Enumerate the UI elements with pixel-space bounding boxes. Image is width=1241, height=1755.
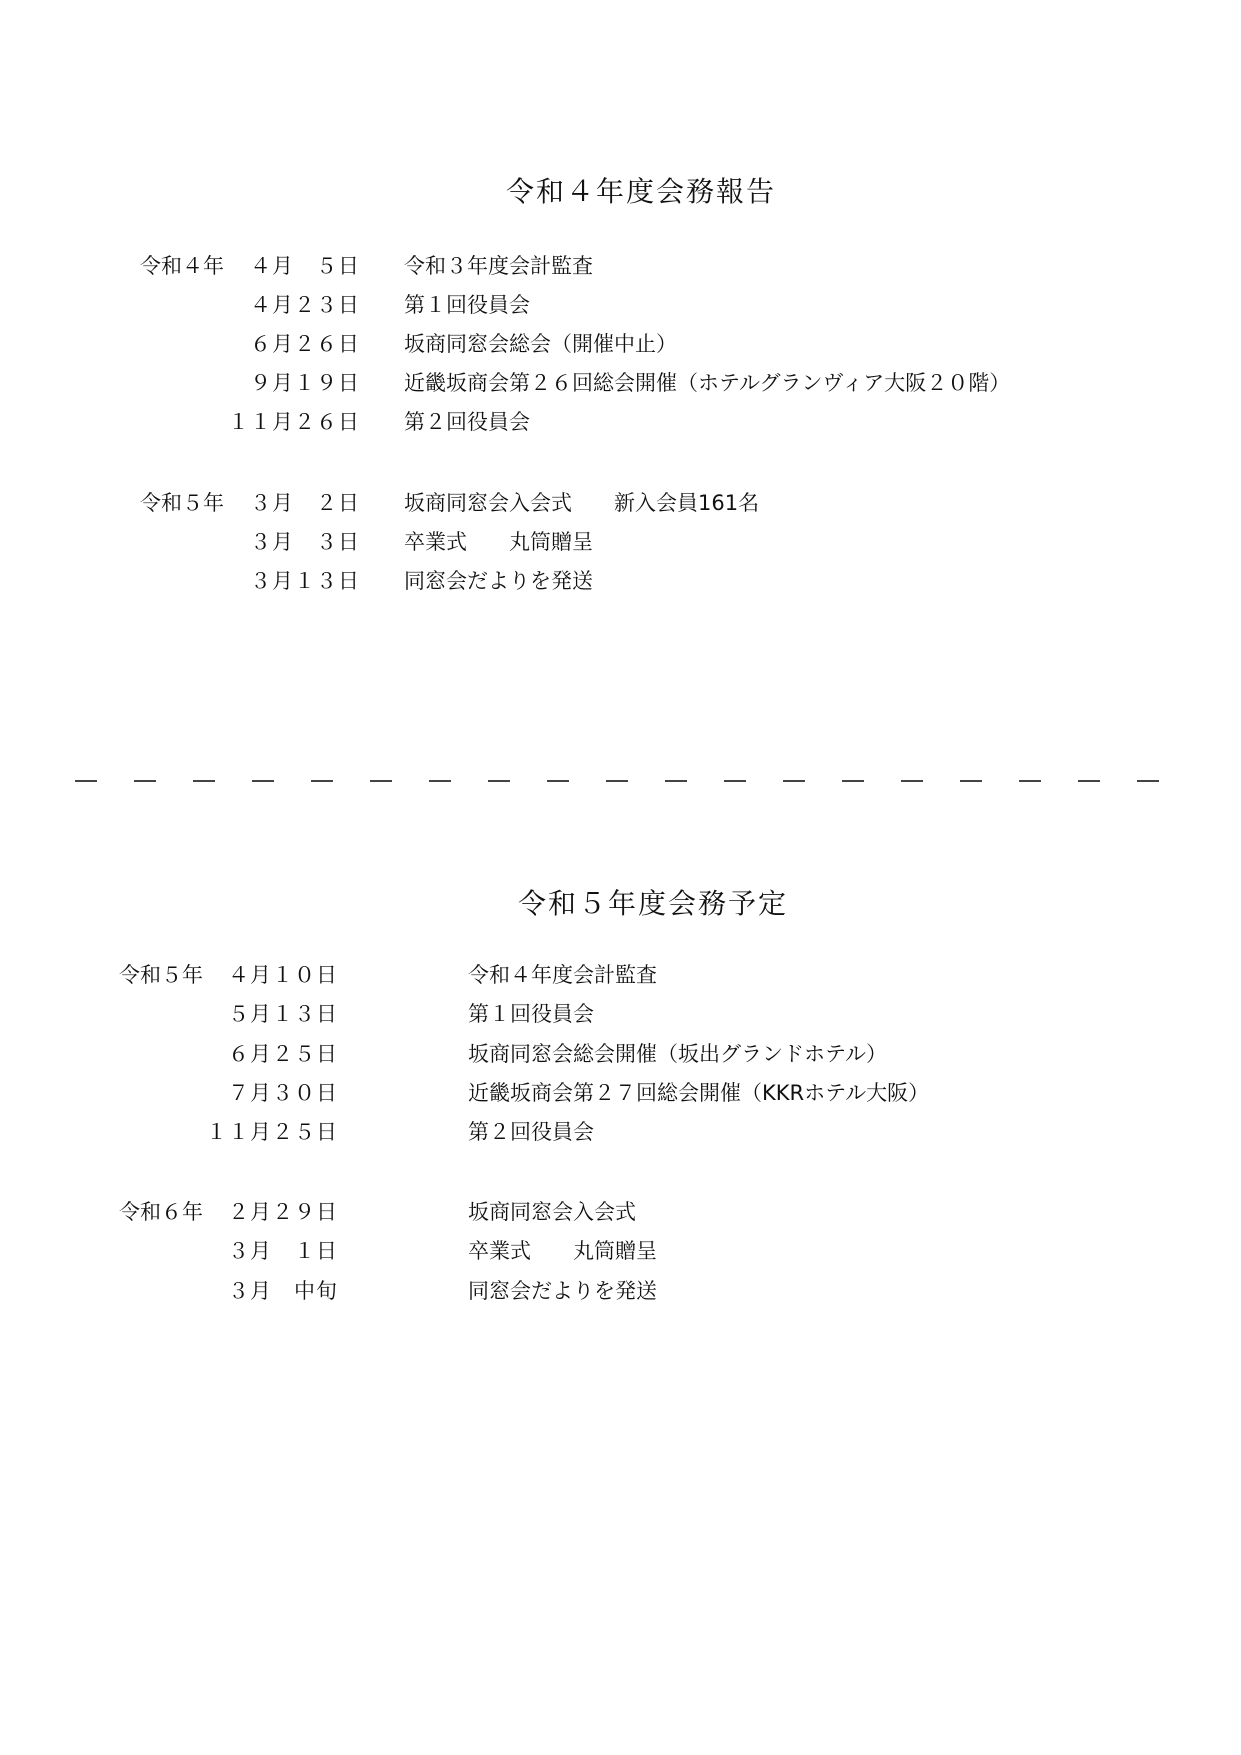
date-label: １１月２５日: [206, 1120, 338, 1144]
event-label: 令和４年度会計監査: [468, 963, 657, 987]
event-label: 第１回役員会: [404, 293, 530, 317]
event-label: 第２回役員会: [468, 1120, 594, 1144]
event-label: 坂商同窓会総会（開催中止）: [404, 332, 677, 356]
event-label: 坂商同窓会入会式 新入会員161名: [404, 491, 760, 515]
date-label: ９月１９日: [250, 371, 360, 395]
section-divider: [0, 780, 1241, 782]
date-label: ２月２９日: [228, 1200, 338, 1224]
plan-title: 令和５年度会務予定: [518, 887, 789, 920]
year-label: 令和５年: [119, 963, 203, 987]
year-label: 令和６年: [119, 1200, 203, 1224]
date-label: ４月 ５日: [250, 254, 360, 278]
date-label: ５月１３日: [228, 1002, 338, 1026]
date-label: １１月２６日: [228, 410, 360, 434]
date-label: ３月 ３日: [250, 530, 360, 554]
year-label: 令和４年: [140, 254, 224, 278]
event-label: 坂商同窓会入会式: [468, 1200, 636, 1224]
event-label: 同窓会だよりを発送: [468, 1279, 657, 1303]
date-label: ４月２３日: [250, 293, 360, 317]
date-label: ７月３０日: [228, 1081, 338, 1105]
event-label: 近畿坂商会第２６回総会開催（ホテルグランヴィア大阪２０階）: [404, 371, 1011, 395]
report-title: 令和４年度会務報告: [506, 175, 777, 208]
event-label: 同窓会だよりを発送: [404, 569, 593, 593]
event-label: 卒業式 丸筒贈呈: [404, 530, 593, 554]
year-label: 令和５年: [140, 491, 224, 515]
event-label: 卒業式 丸筒贈呈: [468, 1239, 657, 1263]
date-label: ６月２５日: [228, 1042, 338, 1066]
date-label: ４月１０日: [228, 963, 338, 987]
date-label: ３月 １日: [228, 1239, 338, 1263]
event-label: 第２回役員会: [404, 410, 530, 434]
event-label: 令和３年度会計監査: [404, 254, 593, 278]
event-label: 第１回役員会: [468, 1002, 594, 1026]
date-label: ３月 中旬: [228, 1279, 338, 1303]
date-label: ３月１３日: [250, 569, 360, 593]
date-label: ３月 ２日: [250, 491, 360, 515]
event-label: 坂商同窓会総会開催（坂出グランドホテル）: [468, 1042, 887, 1066]
event-label: 近畿坂商会第２７回総会開催（KKRホテル大阪）: [468, 1081, 930, 1105]
date-label: ６月２６日: [250, 332, 360, 356]
